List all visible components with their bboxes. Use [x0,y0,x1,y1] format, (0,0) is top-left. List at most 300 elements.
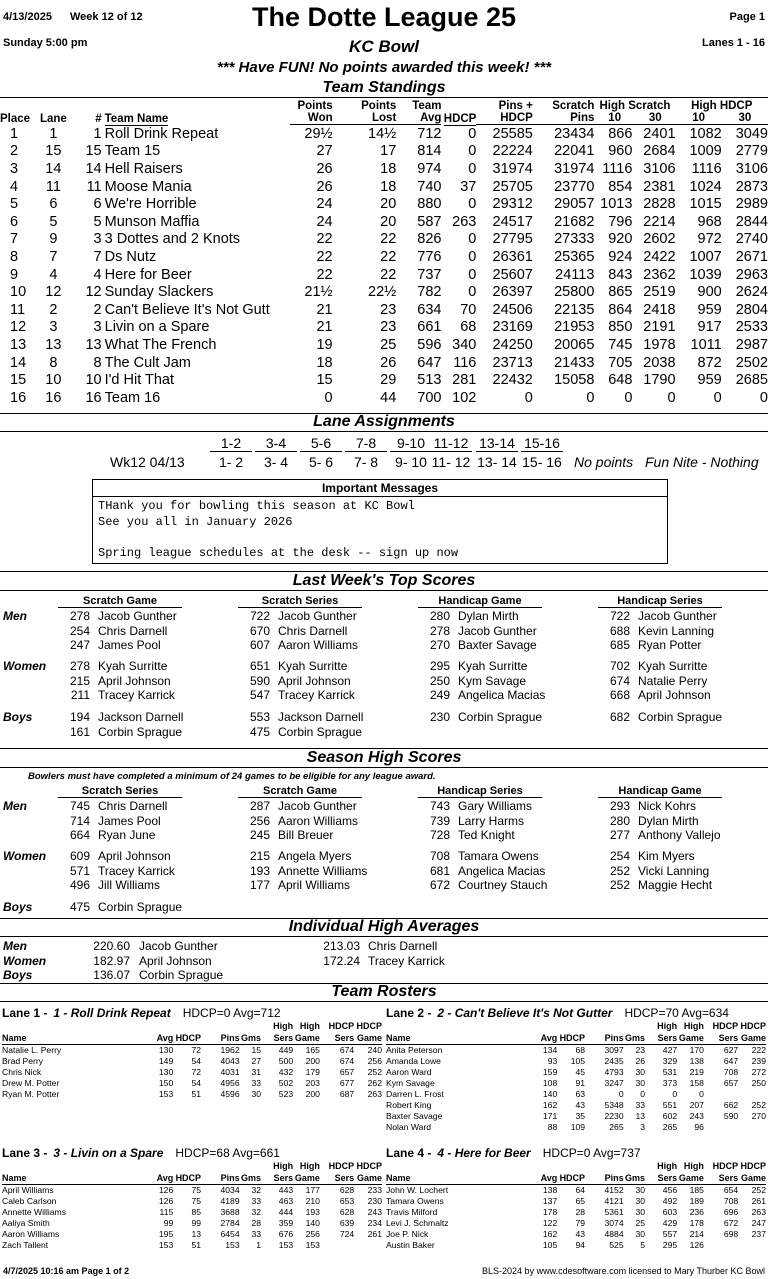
roster-cell: 178 [689,1218,704,1228]
cell-points-won: 27 [316,143,333,160]
score-value: 278 [69,609,90,623]
cell-hdcp: 0 [468,196,477,213]
score-value: 280 [609,813,630,828]
cell-team-name: I'd Hit That [104,372,175,389]
roster-row [2,1185,382,1196]
roster-cell: 26 [635,1056,646,1066]
roster-cell: 233 [367,1185,382,1196]
roster-cell: 105 [542,1240,558,1250]
cell-points-won: 24 [316,213,333,230]
cell-high-scratch-10: 0 [624,389,633,406]
cell-scratch-pins: 31974 [554,160,595,177]
roster-cell: 162 [542,1229,558,1239]
cell-team-avg: 814 [417,143,442,160]
lane-pair: 15-16 [521,435,563,452]
cell-high-scratch-30: 2191 [643,319,676,336]
message-line: See you all in January 2026 [98,514,293,529]
roster-cell: 178 [542,1207,558,1217]
roster-col-8 [354,1020,382,1045]
group-label: Women [3,849,47,863]
score-value: 254 [69,623,90,638]
roster-cell: 35 [575,1111,586,1121]
cell-high-scratch-30: 2828 [643,196,676,213]
roster-col-7 [704,1020,738,1045]
roster-cell: 43 [575,1100,586,1110]
cell-lane: 10 [45,372,62,389]
cell-high-scratch-30: 0 [667,389,676,406]
column-heading: Scratch Series [238,595,362,608]
group-label: Boys [3,710,33,724]
roster-cell: 492 [662,1196,678,1206]
cell-team-avg: 712 [417,125,442,142]
bowler-name: Jackson Darnell [278,710,364,724]
roster-cell: 138 [689,1056,704,1066]
roster-cell: Aaliya Smith [2,1218,50,1228]
roster-cell: 262 [367,1078,382,1088]
roster-cell [704,1089,738,1100]
divider [0,97,768,98]
roster-cell: 602 [662,1111,678,1121]
header-line: Avg [156,1173,174,1183]
col-place: Place [0,113,31,125]
roster-team-name: 1 - Roll Drink Repeat [53,1006,171,1020]
cell-high-hdcp-10: 1024 [689,178,722,195]
roster-cell: Tamara Owens [386,1196,444,1206]
roster-cell: 200 [305,1089,320,1099]
cell-team-avg: 782 [417,284,442,301]
cell-high-scratch-10: 960 [608,143,633,160]
cell-high-hdcp-10: 917 [697,319,722,336]
cell-high-scratch-10: 924 [608,248,633,265]
cell-high-scratch-10: 866 [608,125,633,142]
roster-cell: 653 [339,1196,355,1206]
roster-col-4 [240,1020,261,1045]
roster-cell: 5361 [604,1207,624,1217]
bowler-name: Larry Harms [458,813,525,828]
roster-row [386,1056,766,1067]
roster-cell: 4034 [220,1185,240,1196]
cell-points-won: 18 [316,354,333,371]
roster-row [2,1045,382,1056]
cell-team-avg: 880 [417,196,442,213]
cell-high-scratch-30: 2422 [643,248,676,265]
roster-row [386,1185,766,1196]
roster-col-2 [557,1160,585,1185]
roster-col-3 [585,1160,624,1185]
roster-team-info: HDCP=68 Avg=661 [175,1146,280,1160]
score-value: 475 [69,900,90,914]
cell-high-scratch-30: 2038 [643,354,676,371]
week-label: Week 12 of 12 [70,11,143,23]
roster-cell: 210 [305,1196,320,1206]
roster-team-name: 3 - Livin on a Spare [53,1146,164,1160]
score-value: 211 [70,688,90,702]
roster-cell: 677 [339,1078,355,1088]
lanes-title: Lane Assignments [313,413,455,430]
roster-cell: 214 [689,1229,704,1239]
cell-high-hdcp-30: 2963 [735,266,768,283]
cell-place: 16 [10,389,27,406]
roster-cell: 329 [662,1056,678,1066]
lane-matchup: 3- 4 [263,454,289,470]
bowler-name: Annette Williams [278,863,368,878]
roster-row [2,1056,382,1067]
cell-points-lost: 22 [380,266,397,283]
cell-team-number: 13 [85,336,102,353]
roster-cell: 30 [635,1067,646,1077]
standings-row [0,266,768,284]
footer-timestamp: 4/7/2025 10:16 am Page 1 of 2 [3,1266,130,1276]
roster-cell: 72 [191,1067,202,1077]
roster-cell: 54 [191,1056,202,1066]
bowler-name: Ryan Potter [638,638,702,652]
cell-high-hdcp-30: 2502 [735,354,768,371]
cell-high-scratch-10: 1013 [600,196,633,213]
cell-place: 11 [10,301,26,318]
header-line: Gms [625,1173,646,1183]
score-value: 215 [69,673,90,688]
cell-points-won: 21½ [304,284,333,301]
roster-cell: 4596 [220,1089,240,1099]
standings-row [0,195,768,213]
header-line: Name [2,1033,27,1043]
roster-cell: 708 [723,1196,739,1206]
roster-cell: 177 [305,1185,320,1196]
roster-cell: 115 [159,1207,174,1217]
standings-row [0,283,768,301]
cell-team-name: Livin on a Spare [104,319,210,336]
cell-points-lost: 23 [380,319,397,336]
cell-pins-hdcp: 26361 [492,248,533,265]
divider [0,936,768,937]
bowler-name: Tracey Karrick [278,688,355,702]
bowler-name: Vicki Lanning [638,863,710,878]
bowler-name: Corbin Sprague [98,900,183,914]
roster-cell: 5 [640,1240,646,1250]
cell-team-avg: 587 [417,213,442,230]
bowler-name: Chris Darnell [98,799,168,813]
cell-place: 14 [10,354,27,371]
roster-cell: 4189 [220,1196,240,1206]
roster-cell: 5348 [604,1100,624,1110]
roster-cell: 4793 [604,1067,624,1077]
bowler-name: Corbin Sprague [458,710,543,724]
roster-cell: 33 [635,1100,646,1110]
roster-cell: 122 [542,1218,558,1228]
roster-cell: 3247 [604,1078,624,1088]
roster-row [2,1240,382,1251]
header-line: HDCP [328,1161,355,1171]
bowler-name: Angelica Macias [458,688,546,702]
roster-cell: 23 [635,1045,646,1056]
cell-lane: 11 [45,178,61,195]
cell-pins-hdcp: 24517 [492,213,533,230]
roster-cell: 3097 [604,1045,624,1056]
cell-lane: 13 [45,336,62,353]
roster-row [386,1111,766,1122]
lane-matchup: 9- 10 [395,454,427,470]
lane-pair: 1-2 [210,435,252,452]
header-line: Sers [718,1173,739,1183]
cell-high-scratch-30: 2519 [643,284,676,301]
cell-scratch-pins: 21682 [554,213,595,230]
standings-title: Team Standings [322,79,446,96]
roster-cell: 91 [575,1078,586,1088]
cell-high-scratch-10: 745 [608,336,633,353]
roster-cell: 373 [662,1078,678,1088]
roster-cell: 4152 [604,1185,624,1196]
header-line: High [299,1161,320,1171]
cell-points-won: 26 [316,178,333,195]
roster-cell: 590 [723,1111,739,1121]
roster-cell: 219 [689,1067,704,1077]
lane-pair: 5-6 [300,435,342,452]
header-line: High [273,1161,294,1171]
cell-high-hdcp-10: 959 [697,372,722,389]
cell-team-number: 16 [85,389,102,406]
cell-high-scratch-10: 705 [608,354,633,371]
bowler-name: James Pool [98,638,161,652]
standings-row [0,301,768,319]
roster-table [2,1160,382,1251]
roster-col-4 [624,1020,645,1045]
roster-cell: 109 [570,1122,586,1132]
cell-pins-hdcp: 25585 [492,125,533,142]
col-hdcp: HDCP [443,113,477,125]
bowler-name: Chris Darnell [98,623,168,638]
bowler-name: April Johnson [98,673,171,688]
roster-cell [738,1089,766,1100]
lane-note-points: No points [574,454,634,470]
score-value: 743 [429,799,450,813]
header-line: Gms [241,1173,262,1183]
roster-cell [738,1240,766,1251]
average-value: 220.60 [93,939,130,953]
bowler-name: Corbin Sprague [98,724,183,739]
cell-place: 3 [10,160,19,177]
score-value: 252 [609,878,630,892]
score-value: 745 [69,799,90,813]
roster-row [2,1078,382,1089]
cell-team-number: 15 [85,143,102,160]
roster-cell: 2230 [604,1111,624,1121]
cell-pins-hdcp: 25607 [492,266,533,283]
header-line: HDCP [175,1033,202,1043]
cell-team-number: 10 [85,372,102,389]
roster-cell: 252 [751,1100,766,1110]
score-value: 688 [609,623,630,638]
standings-row [0,248,768,266]
roster-row [2,1196,382,1207]
cell-high-hdcp-10: 968 [697,213,722,230]
roster-cell: 63 [575,1089,586,1099]
bowler-name: Jacob Gunther [278,609,357,623]
cell-pins-hdcp: 23169 [492,319,533,336]
roster-cell: 557 [662,1229,678,1239]
roster-cell: 30 [635,1196,646,1206]
score-value: 247 [69,638,90,652]
cell-high-hdcp-30: 2989 [735,196,768,213]
roster-col-3 [201,1160,240,1185]
divider [0,767,768,768]
roster-cell: 30 [635,1185,646,1196]
roster-cell: Annette Williams [2,1207,66,1217]
bowler-name: Jill Williams [98,878,160,892]
roster-cell [738,1122,766,1133]
roster-row [386,1067,766,1078]
roster-cell: 68 [575,1045,586,1056]
roster-cell: 647 [723,1056,739,1066]
cell-high-scratch-10: 796 [608,213,633,230]
roster-cell: 13 [191,1229,202,1239]
roster-cell: 99 [163,1218,174,1228]
roster-cell: 4956 [220,1078,240,1088]
averages-title: Individual High Averages [288,918,480,935]
cell-hdcp: 0 [468,266,477,283]
bowler-name: Baxter Savage [458,638,537,652]
cell-points-lost: 22½ [368,284,397,301]
column-heading: Scratch Game [238,785,362,798]
roster-cell: 261 [751,1196,766,1206]
average-label: Boys [3,968,33,982]
bowler-name: Corbin Sprague [278,724,363,739]
roster-col-header [386,1020,766,1045]
roster-col-4 [624,1160,645,1185]
roster-cell: 256 [305,1229,320,1239]
roster-col-2 [557,1020,585,1045]
roster-cell: Zach Tallent [2,1240,49,1250]
roster-cell: 627 [723,1045,739,1056]
score-value: 277 [609,828,630,842]
roster-lane: Lane 2 - [386,1006,432,1020]
roster-lane: Lane 1 - [2,1006,48,1020]
cell-team-number: 3 [93,319,102,336]
roster-cell: 444 [278,1207,294,1217]
col-points-won: Points Won [290,100,333,125]
cell-scratch-pins: 22041 [554,143,595,160]
cell-place: 4 [10,178,19,195]
roster-col-name [2,1020,139,1045]
roster-cell: 51 [191,1240,202,1250]
roster-cell: Joe P. Nick [386,1229,429,1239]
cell-points-lost: 22 [380,248,397,265]
roster-cell: 4884 [604,1229,624,1239]
standings-row [0,143,768,161]
standings-row [0,160,768,178]
column-heading: Scratch Series [58,785,182,798]
col-lane: Lane [39,113,67,125]
cell-hdcp: 0 [468,248,477,265]
cell-points-lost: 14½ [368,125,397,142]
roster-row [2,1229,382,1240]
roster-cell: 272 [751,1067,766,1077]
roster-col-6 [677,1020,704,1045]
bowler-name: April Johnson [278,673,351,688]
header-line: High [683,1161,704,1171]
cell-high-hdcp-30: 2873 [735,178,768,195]
roster-cell: 6454 [220,1229,240,1239]
average-label: Men [3,939,27,953]
roster-cell: 33 [251,1196,262,1206]
bowler-name: Kyah Surritte [458,659,528,673]
roster-cell: 463 [278,1196,294,1206]
season-high-title: Season High Scores [306,749,462,766]
standings-row [0,319,768,337]
roster-cell: Aaron Ward [386,1067,432,1077]
header-line: HDCP [559,1033,586,1043]
cell-pins-hdcp: 24506 [492,301,533,318]
cell-high-scratch-30: 2381 [643,178,676,195]
cell-hdcp: 0 [468,160,477,177]
cell-place: 9 [10,266,19,283]
roster-cell: 4121 [604,1196,624,1206]
bowler-name: April Johnson [139,953,212,968]
cell-pins-hdcp: 27795 [492,231,533,248]
roster-cell: April Williams [2,1185,54,1196]
roster-cell: 149 [158,1056,174,1066]
roster-cell: 230 [367,1196,382,1206]
report-date: 4/13/2025 [3,11,52,23]
cell-points-lost: 25 [380,336,397,353]
roster-cell: 4043 [220,1056,240,1066]
footer-license: BLS-2024 by www.cdesoftware.com licensed to Mary Thurber KC Bowl [482,1266,765,1276]
roster-cell: 32 [251,1207,262,1217]
average-value: 172.24 [323,953,360,968]
roster-cell: 32 [251,1185,262,1196]
roster-cell: 240 [367,1045,382,1056]
score-value: 607 [249,638,270,652]
header-line: High [657,1021,678,1031]
score-value: 193 [249,863,270,878]
score-value: 714 [69,813,90,828]
bowler-name: Nick Kohrs [638,799,697,813]
roster-cell: 28 [251,1218,262,1228]
roster-col-1 [523,1160,557,1185]
cell-points-won: 15 [316,372,333,389]
bowler-name: James Pool [98,813,161,828]
cell-place: 6 [10,213,19,230]
cell-points-won: 19 [316,336,333,353]
cell-place: 7 [10,231,19,248]
cell-team-number: 8 [93,354,102,371]
roster-row [386,1089,766,1100]
roster-cell: 28 [575,1207,586,1217]
roster-cell: 31 [251,1067,262,1077]
average-label: Women [3,953,47,968]
score-value: 177 [249,878,270,892]
roster-row [2,1218,382,1229]
cell-high-hdcp-10: 1007 [689,248,722,265]
roster-team-name: 2 - Can't Believe It's Not Gutter [437,1006,613,1020]
roster-table [386,1020,766,1133]
cell-points-lost: 20 [380,213,397,230]
cell-team-number: 11 [86,178,102,195]
roster-col-8 [738,1160,766,1185]
header-line: Name [386,1033,411,1043]
cell-high-hdcp-10: 959 [697,301,722,318]
cell-high-scratch-10: 648 [608,372,633,389]
cell-team-avg: 634 [417,301,442,318]
cell-team-avg: 647 [417,354,442,371]
cell-high-scratch-10: 843 [608,266,633,283]
roster-cell: 525 [609,1240,624,1250]
score-value: 230 [429,710,450,724]
lane-week: Wk12 04/13 [110,454,185,470]
roster-cell: 195 [158,1229,174,1239]
score-value: 547 [249,688,270,702]
header-line: Pins [604,1173,624,1183]
cell-team-name: Sunday Slackers [104,284,214,301]
